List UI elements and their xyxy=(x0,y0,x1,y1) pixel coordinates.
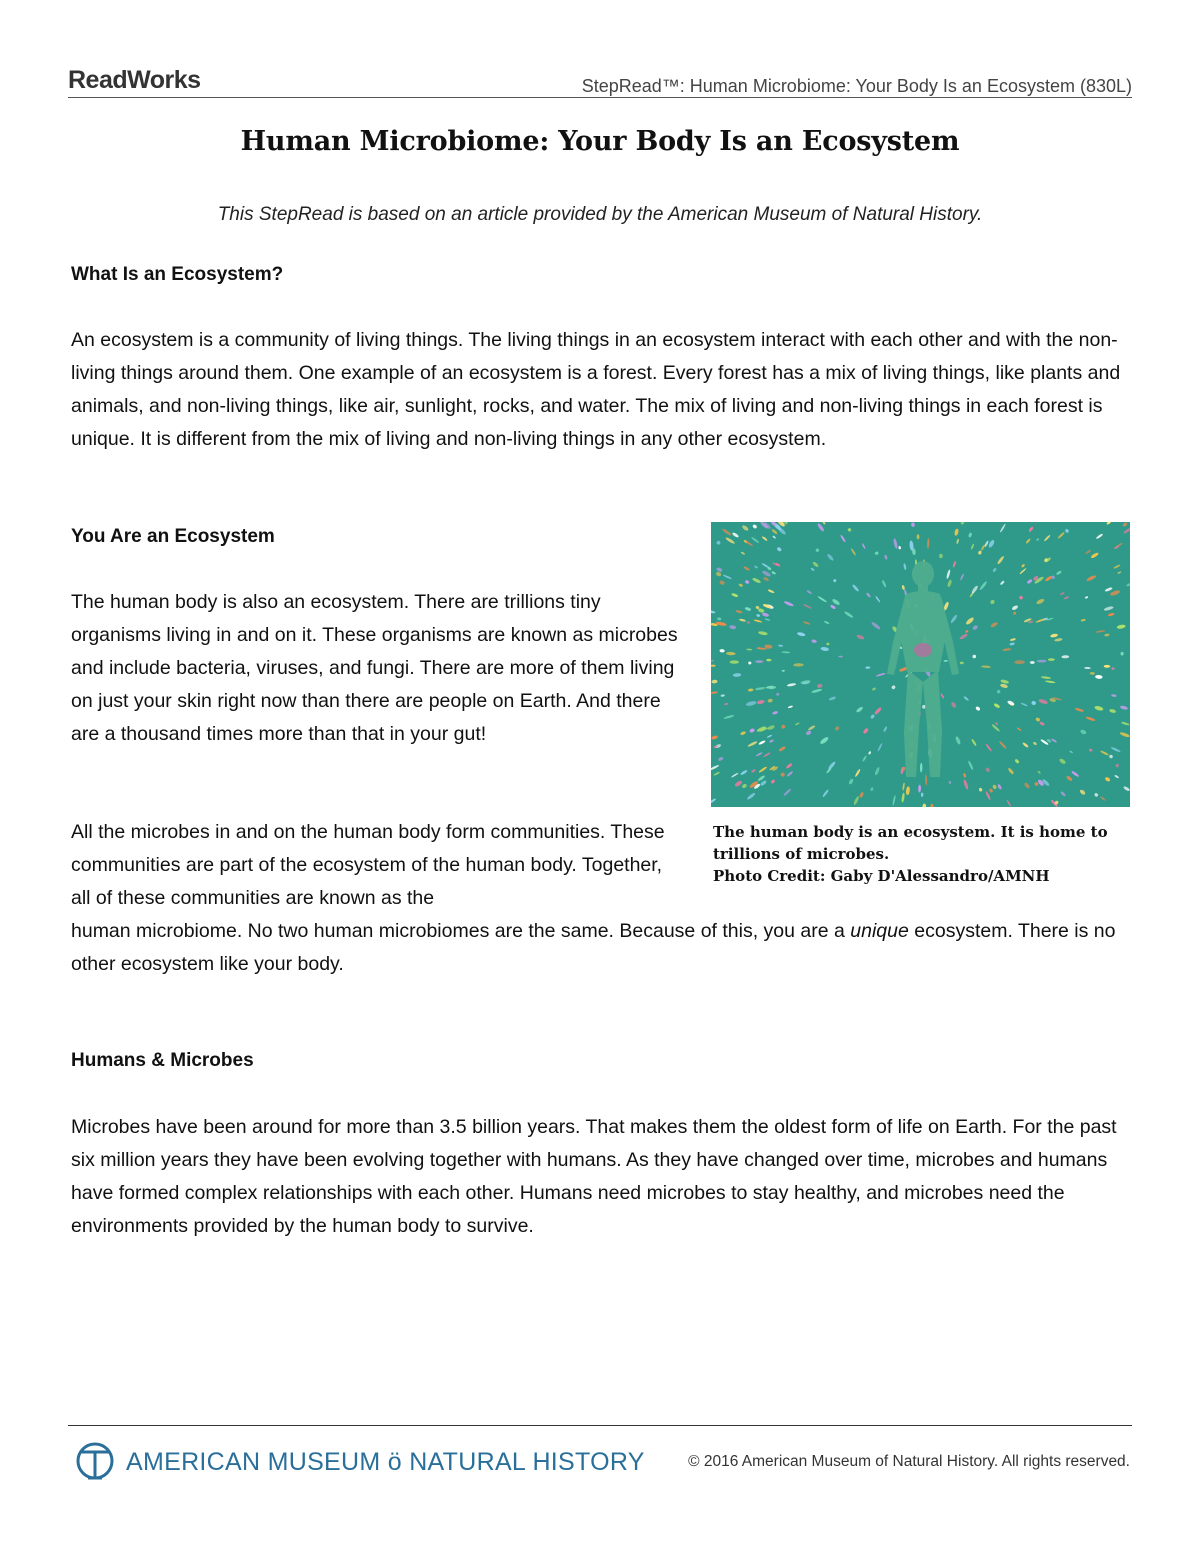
microbiome-text-b: ecosystem. There is no other ecosystem like your body. xyxy=(71,920,1116,975)
readworks-logo: ReadWorks xyxy=(68,66,201,94)
paragraph-ecosystem-definition: An ecosystem is a community of living things. The living things in an ecosystem interact with each other and with the non-living things around them. One example of an ecosystem is a forest. Every forest has a mix of living things, like plants and animals, and non-living things, like air, sunlight, rocks, and water. The mix of living and non-living things in each forest is unique. It is different from the mix of living and non-living things in any other ecosystem. xyxy=(71,329,1121,450)
header-note: StepRead™: Human Microbiome: Your Body Is an Ecosystem (830L) xyxy=(581,76,1132,96)
paragraph-human-body: The human body is also an ecosystem. There are trillions tiny organisms living in and on it. These organisms are known as microbes and include bacteria, viruses, and fungi. There are more of them living on just your skin right now than there are people on Earth. And there are a thousand times more than that in your gut! xyxy=(71,591,678,745)
footer-divider xyxy=(68,1425,1132,1426)
microbiome-text-a: human microbiome. No two human microbiomes are the same. Because of this, you are a xyxy=(71,920,845,942)
microbe-speck xyxy=(1030,661,1035,664)
paragraph-microbiome-unique xyxy=(71,915,1131,981)
section-heading-humans-microbes: Humans & Microbes xyxy=(71,1050,254,1071)
microbe-speck xyxy=(1037,660,1047,663)
microbe-speck xyxy=(921,793,923,797)
footer-museum-name: AMERICAN MUSEUM ö NATURAL HISTORY xyxy=(126,1448,645,1476)
microbe-speck xyxy=(1014,660,1025,664)
microbe-speck xyxy=(730,660,739,663)
source-line: This StepRead is based on an article provided by the American Museum of Natural History. xyxy=(217,204,983,225)
photo-credit: Photo Credit: Gaby D'Alessandro/AMNH xyxy=(713,867,1050,885)
section-heading-what-is-ecosystem: What Is an Ecosystem? xyxy=(71,264,284,285)
section-heading-you-are-ecosystem: You Are an Ecosystem xyxy=(71,526,275,547)
header-divider xyxy=(68,97,1132,98)
unique-emphasis: unique xyxy=(850,920,909,942)
amnh-logo-icon xyxy=(72,1438,118,1484)
microbiome-illustration xyxy=(711,522,1130,807)
microbe-speck xyxy=(755,660,763,663)
footer-copyright: © 2016 American Museum of Natural History. All rights reserved. xyxy=(688,1453,1130,1470)
caption-text: The human body is an ecosystem. It is home to trillions of microbes. xyxy=(713,823,1108,863)
paragraph-microbe-communities: All the microbes in and on the human body form communities. These communities are part of the ecosystem of the human body. Together, all of these communities are known as the xyxy=(71,821,665,909)
paragraph-humans-microbes: Microbes have been around for more than 3.5 billion years. That makes them the oldest form of life on Earth. For the past six million years they have been evolving together with humans. As they have changed over time, microbes and humans have formed complex relationships with each other. Humans need microbes to stay healthy, and microbes need the environments provided by the human body to survive. xyxy=(71,1116,1117,1237)
figure-caption xyxy=(713,821,1123,887)
microbe-speck xyxy=(748,662,751,665)
page-title: Human Microbiome: Your Body Is an Ecosystem xyxy=(240,126,960,157)
